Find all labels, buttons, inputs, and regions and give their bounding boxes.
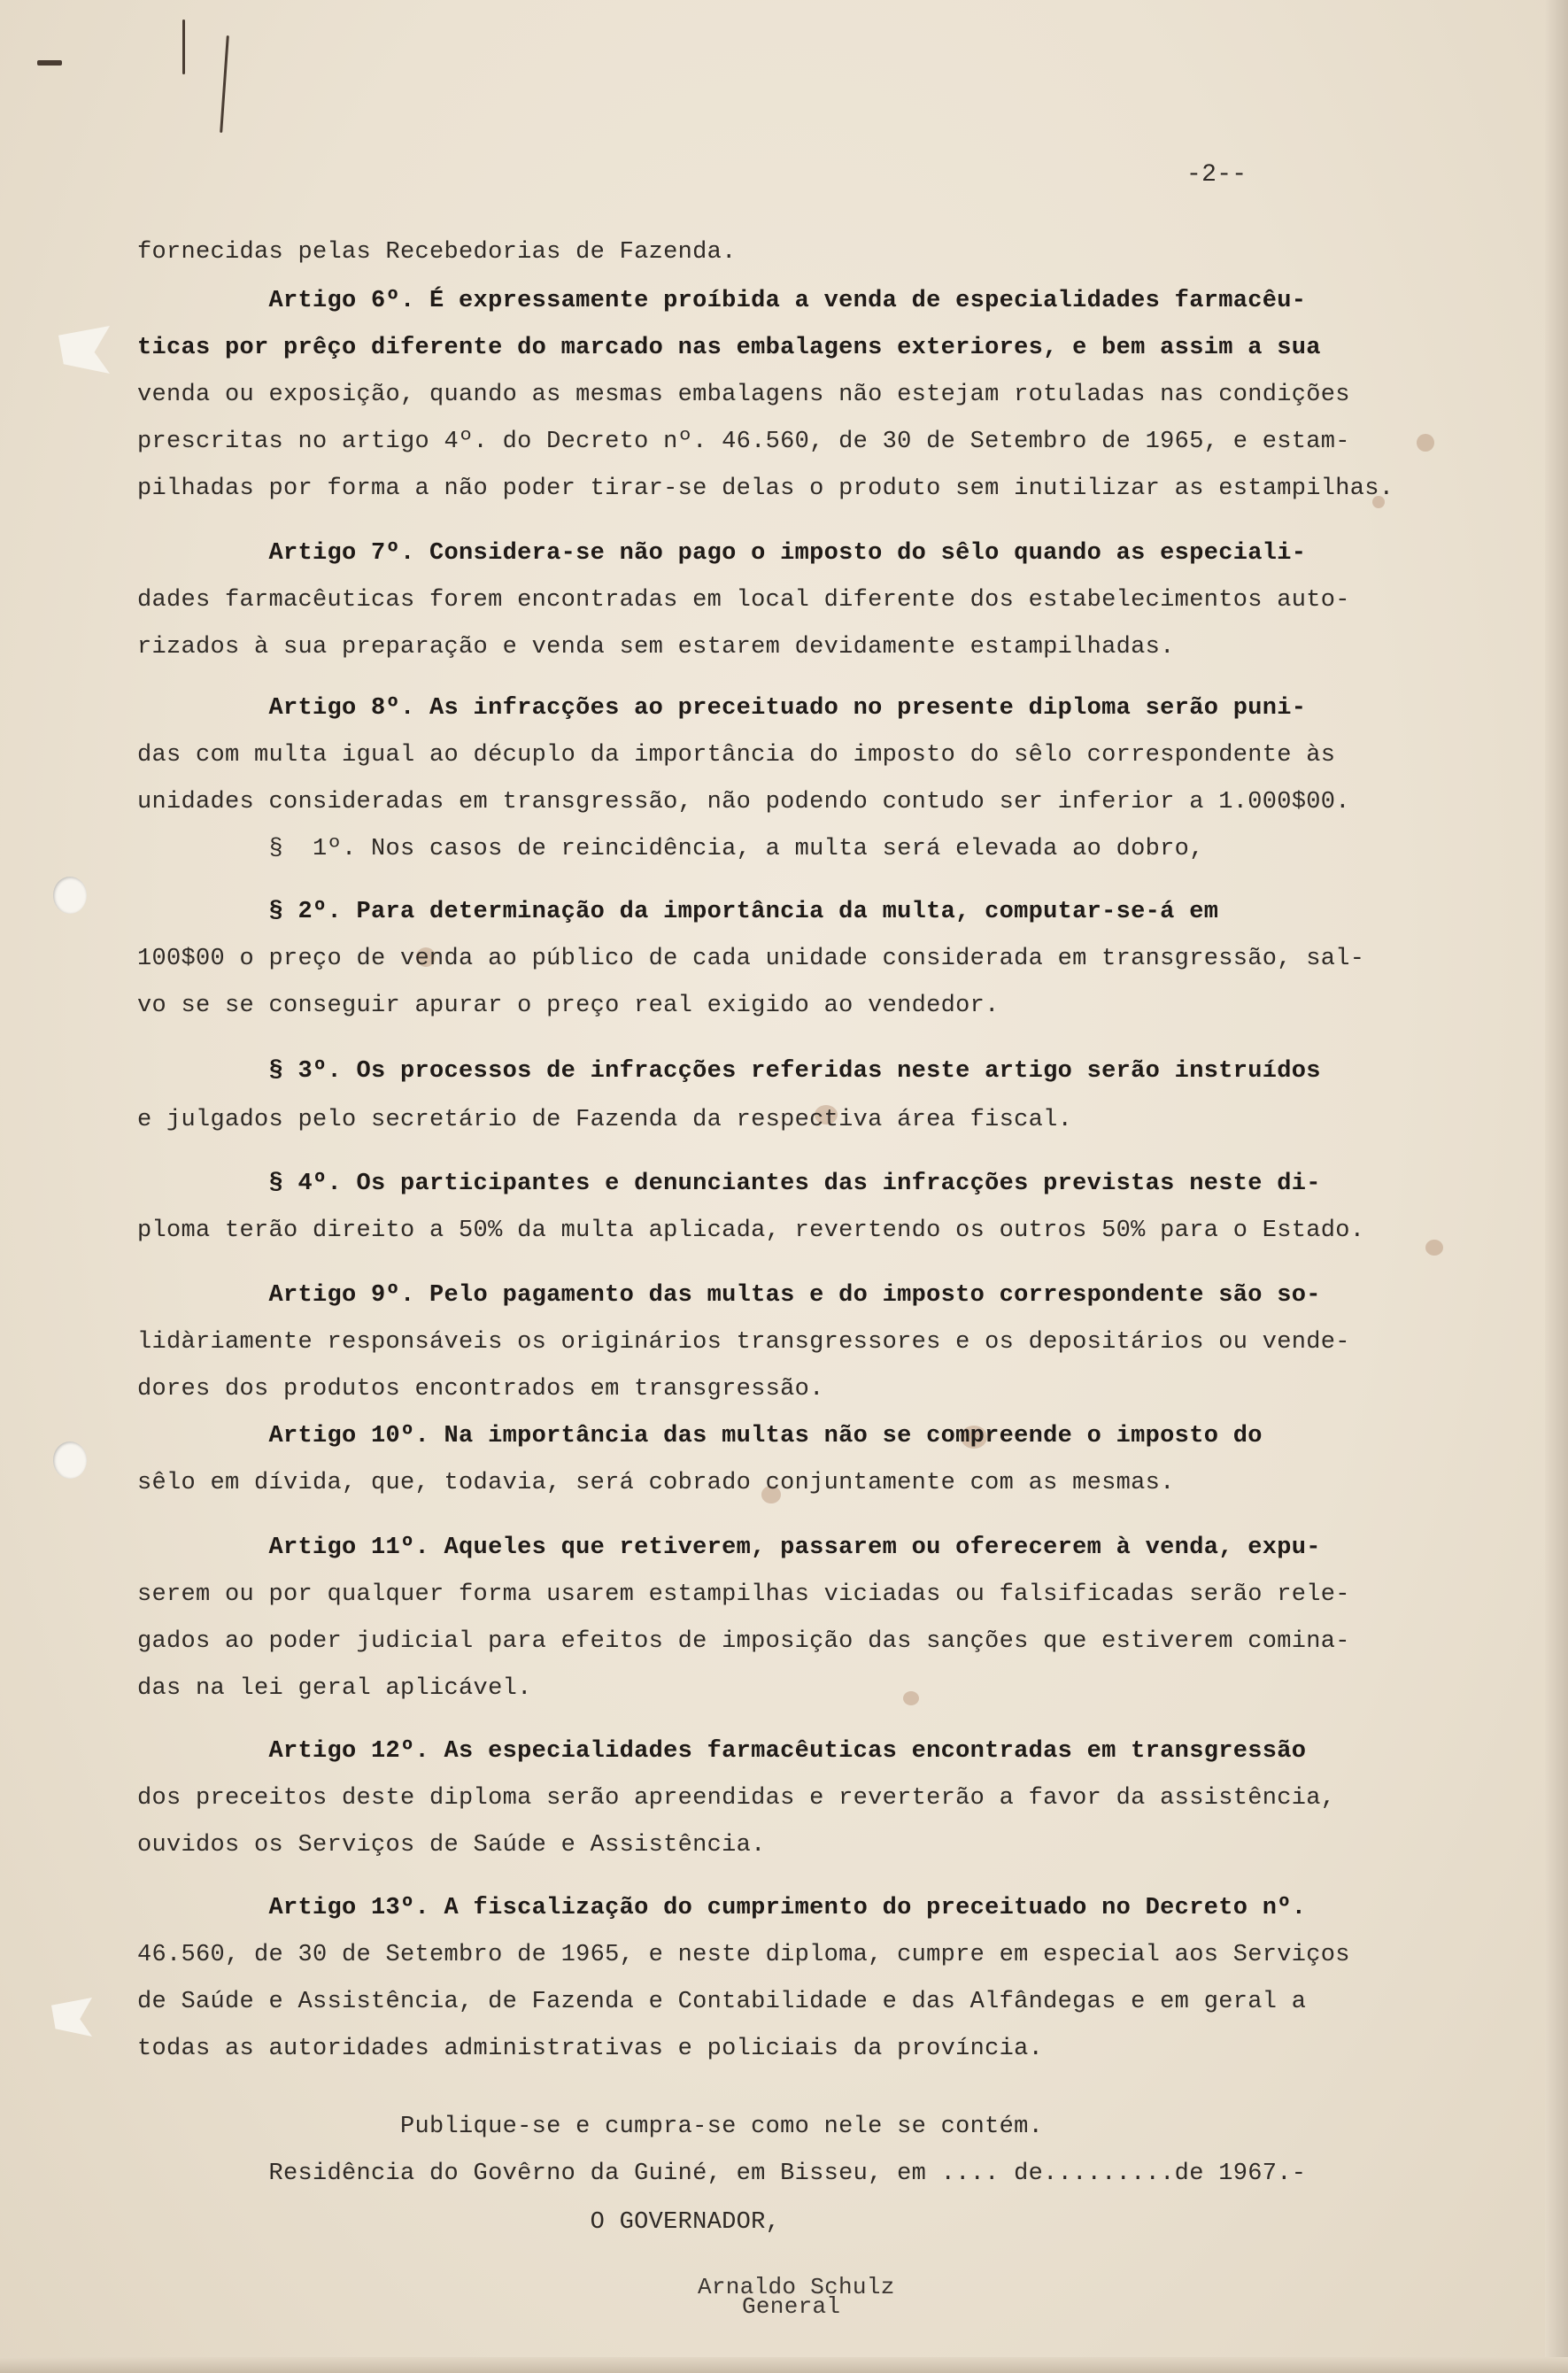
text-line: e julgados pelo secretário de Fazenda da respectiva área fiscal. bbox=[137, 1107, 1073, 1133]
text-line: Artigo 12º. As especialidades farmacêuticas encontradas em transgressão bbox=[137, 1738, 1307, 1765]
text-line: dades farmacêuticas forem encontradas em local diferente dos estabelecimentos auto- bbox=[137, 587, 1350, 614]
paper-tear bbox=[58, 326, 110, 374]
text-line: fornecidas pelas Recebedorias de Fazenda. bbox=[137, 239, 737, 266]
pen-mark bbox=[220, 35, 229, 133]
stain bbox=[1417, 434, 1434, 452]
text-line: O GOVERNADOR, bbox=[137, 2209, 781, 2236]
text-line: vo se se conseguir apurar o preço real exigido ao vendedor. bbox=[137, 993, 1000, 1019]
text-line: ploma terão direito a 50% da multa aplicada, revertendo os outros 50% para o Estado. bbox=[137, 1217, 1365, 1244]
text-line: dos preceitos deste diploma serão apreendidas e reverterão a favor da assistência, bbox=[137, 1785, 1336, 1812]
punch-hole bbox=[53, 1442, 87, 1479]
pen-mark bbox=[182, 19, 185, 74]
text-line: das na lei geral aplicável. bbox=[137, 1675, 532, 1702]
text-line: ticas por prêço diferente do marcado nas embalagens exteriores, e bem assim a sua bbox=[137, 335, 1321, 361]
stain bbox=[1425, 1240, 1443, 1256]
paper-edge bbox=[0, 2357, 1568, 2373]
stain bbox=[903, 1691, 919, 1705]
text-line: 46.560, de 30 de Setembro de 1965, e neste diploma, cumpre em especial aos Serviços bbox=[137, 1942, 1350, 1968]
text-line: Artigo 9º. Pelo pagamento das multas e do imposto correspondente são so- bbox=[137, 1282, 1321, 1309]
text-line: pilhadas por forma a não poder tirar-se delas o produto sem inutilizar as estampilhas. bbox=[137, 475, 1394, 502]
text-line: Artigo 8º. As infracções ao preceituado no presente diploma serão puni- bbox=[137, 695, 1307, 722]
text-line: sêlo em dívida, que, todavia, será cobrado conjuntamente com as mesmas. bbox=[137, 1470, 1175, 1496]
page-number: -2-- bbox=[1186, 161, 1247, 189]
text-line: unidades consideradas em transgressão, não podendo contudo ser inferior a 1.000$00. bbox=[137, 789, 1350, 815]
text-line: Artigo 6º. É expressamente proíbida a venda de especialidades farmacêu- bbox=[137, 288, 1307, 314]
text-line: serem ou por qualquer forma usarem estampilhas viciadas ou falsificadas serão rele- bbox=[137, 1581, 1350, 1608]
text-line: todas as autoridades administrativas e policiais da província. bbox=[137, 2036, 1044, 2062]
text-line: ouvidos os Serviços de Saúde e Assistência. bbox=[137, 1832, 766, 1859]
text-line: § 2º. Para determinação da importância da multa, computar-se-á em bbox=[137, 899, 1219, 925]
text-line: lidàriamente responsáveis os originários transgressores e os depositários ou vende- bbox=[137, 1329, 1350, 1356]
text-line: Artigo 7º. Considera-se não pago o imposto do sêlo quando as especiali- bbox=[137, 540, 1307, 567]
text-line: rizados à sua preparação e venda sem estarem devidamente estampilhadas. bbox=[137, 634, 1175, 661]
paper-tear bbox=[51, 1998, 92, 2037]
signature-title: General bbox=[742, 2293, 841, 2320]
text-line: venda ou exposição, quando as mesmas embalagens não estejam rotuladas nas condições bbox=[137, 382, 1350, 408]
punch-hole bbox=[53, 877, 87, 914]
text-line: das com multa igual ao décuplo da importância do imposto do sêlo correspondente às bbox=[137, 742, 1336, 769]
text-line: § 4º. Os participantes e denunciantes das infracções previstas neste di- bbox=[137, 1171, 1321, 1197]
text-line: Artigo 11º. Aqueles que retiverem, passarem ou oferecerem à venda, expu- bbox=[137, 1534, 1321, 1561]
text-line: Artigo 13º. A fiscalização do cumprimento do preceituado no Decreto nº. bbox=[137, 1895, 1307, 1921]
text-line: dores dos produtos encontrados em transgressão. bbox=[137, 1376, 824, 1403]
text-line: Artigo 10º. Na importância das multas não se compreende o imposto do bbox=[137, 1423, 1263, 1449]
text-line: gados ao poder judicial para efeitos de imposição das sanções que estiverem comina- bbox=[137, 1628, 1350, 1655]
text-line: 100$00 o preço de venda ao público de cada unidade considerada em transgressão, sal- bbox=[137, 946, 1365, 972]
pen-mark bbox=[37, 60, 62, 66]
text-line: prescritas no artigo 4º. do Decreto nº. 46.560, de 30 de Setembro de 1965, e estam- bbox=[137, 429, 1350, 455]
text-line: § 3º. Os processos de infracções referidas neste artigo serão instruídos bbox=[137, 1058, 1321, 1085]
signature-name: Arnaldo Schulz bbox=[698, 2274, 895, 2300]
text-line: § 1º. Nos casos de reincidência, a multa será elevada ao dobro, bbox=[137, 836, 1204, 862]
text-line: Publique-se e cumpra-se como nele se contém. bbox=[137, 2114, 1044, 2140]
text-line: Residência do Govêrno da Guiné, em Bisseu, em .... de.........de 1967.- bbox=[137, 2160, 1307, 2187]
paper-edge bbox=[1545, 0, 1568, 2373]
text-line: de Saúde e Assistência, de Fazenda e Contabilidade e das Alfândegas e em geral a bbox=[137, 1989, 1307, 2015]
